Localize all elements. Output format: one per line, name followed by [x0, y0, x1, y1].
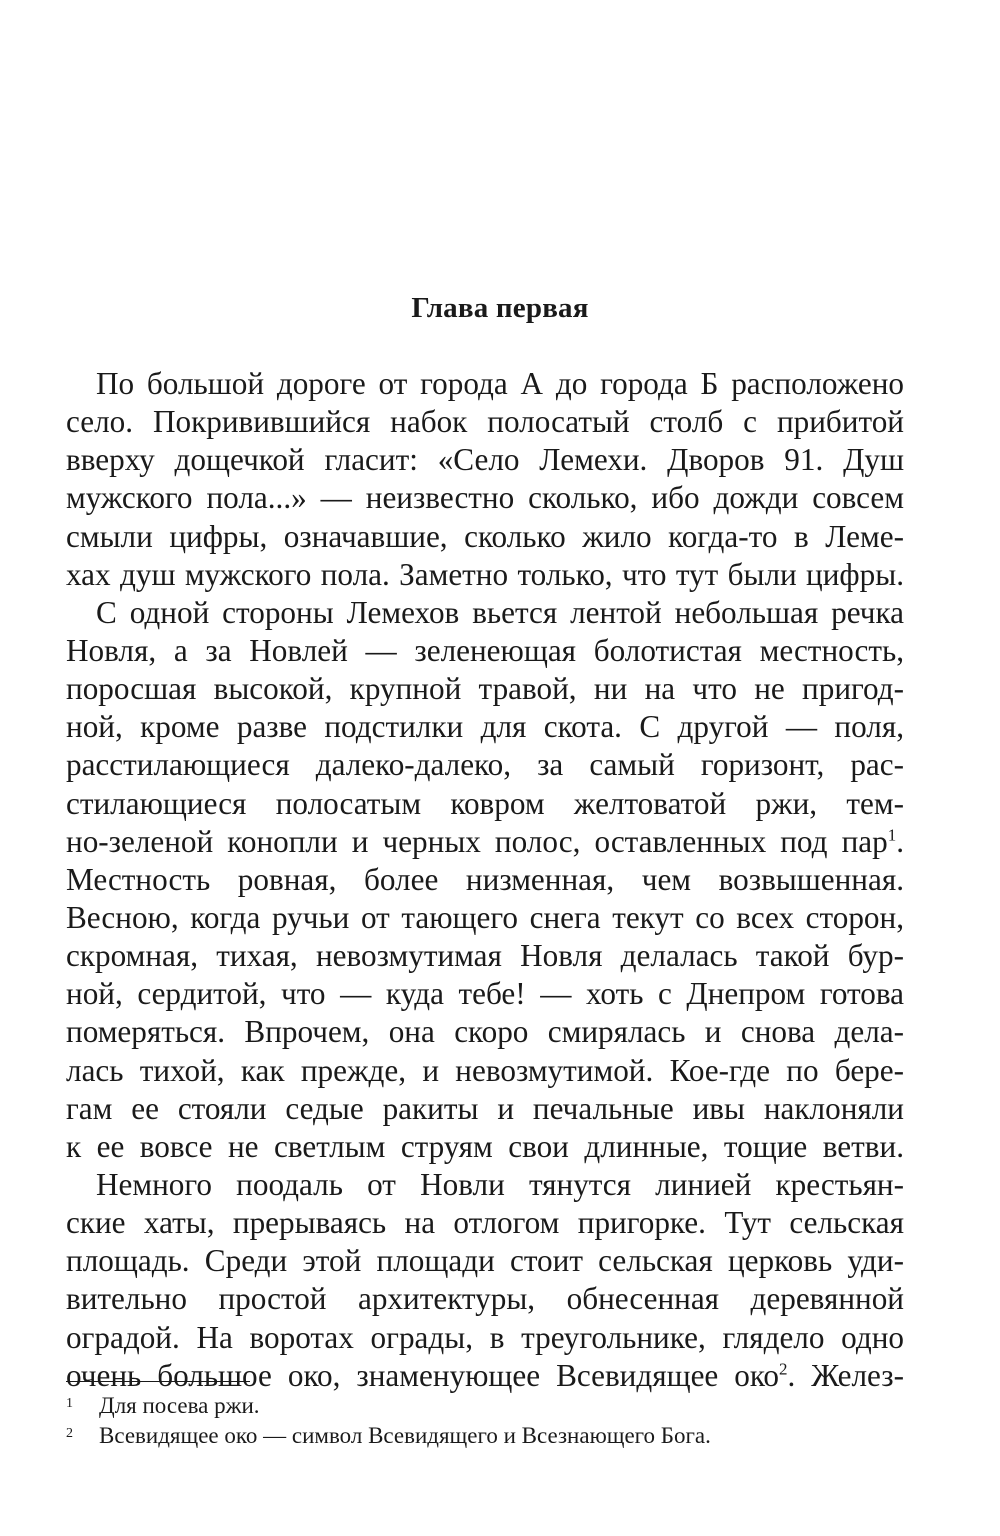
chapter-text — [66, 365, 904, 1395]
text-line: Весною, когда ручьи от тающего снега текут со всех сторон, — [66, 899, 904, 935]
footnote-1 — [66, 1391, 904, 1421]
text-line: к ее вовсе не светлым струям свои длинные, тощие ветви. — [66, 1128, 904, 1164]
text-line-with-footnote — [66, 823, 904, 861]
text-segment: но-зеленой конопли и черных полос, оставленных под пар — [66, 823, 888, 859]
text-line: стилающиеся полосатым ковром желтоватой ржи, тем- — [66, 785, 904, 821]
footnote-number: 1 — [66, 1396, 73, 1411]
footnote-ref-2: 2 — [779, 1359, 788, 1379]
footnote-text: Всевидящее око — символ Всевидящего и Всезнающего Бога. — [99, 1423, 711, 1448]
text-line: смыли цифры, означавшие, сколько жило когда-то в Леме- — [66, 518, 904, 554]
text-line: ной, сердитой, что — куда тебе! — хоть с Днепром готова — [66, 976, 904, 1012]
text-line: поросшая высокой, крупной травой, ни на что не пригод- — [66, 671, 904, 707]
text-line: вительно простой архитектуры, обнесенная деревянной — [66, 1281, 904, 1317]
footnote-text: Для посева ржи. — [99, 1393, 260, 1418]
footnotes — [66, 1391, 904, 1451]
chapter-title: Глава первая — [411, 292, 589, 324]
text-line: мужского пола...» — неизвестно сколько, ибо дожди совсем — [66, 480, 904, 516]
text-line: ские хаты, прерываясь на отлогом пригорке. Тут сельская — [66, 1205, 904, 1241]
text-segment: очень большое око, знаменующее Всевидящее око — [66, 1357, 780, 1393]
text-line: скромная, тихая, невозмутимая Новля делалась такой бур- — [66, 938, 904, 974]
footnote-number: 2 — [66, 1426, 73, 1441]
footnote-divider — [66, 1381, 250, 1382]
text-line: померяться. Впрочем, она скоро смирялась и снова дела- — [66, 1014, 904, 1050]
text-line: вверху дощечкой гласит: «Село Лемехи. Дворов 91. Душ — [66, 442, 904, 478]
text-line: расстилающиеся далеко-далеко, за самый горизонт, рас- — [66, 747, 904, 783]
text-line: лась тихой, как прежде, и невозмутимой. Кое-где по бере- — [66, 1052, 904, 1088]
text-line-with-footnote — [66, 1357, 904, 1395]
text-line: Местность ровная, более низменная, чем возвышенная. — [66, 861, 904, 897]
text-segment: . Желез- — [787, 1357, 904, 1393]
text-segment: . — [896, 823, 904, 859]
text-line: Немного поодаль от Новли тянутся линией крестьян- — [96, 1166, 904, 1202]
text-line: Новля, а за Новлей — зеленеющая болотистая местность, — [66, 632, 904, 668]
text-line: оградой. На воротах ограды, в треугольнике, глядело одно — [66, 1319, 904, 1355]
footnote-ref-1: 1 — [887, 825, 897, 845]
text-line: село. Покривившийся набок полосатый столб с прибитой — [66, 404, 904, 440]
text-line: хах душ мужского пола. Заметно только, что тут были цифры. — [66, 556, 904, 592]
footnote-2 — [66, 1421, 904, 1451]
text-line: С одной стороны Лемехов вьется лентой небольшая речка — [96, 594, 904, 630]
text-line: По большой дороге от города А до города Б расположено — [96, 366, 904, 401]
text-line: гам ее стояли седые ракиты и печальные ивы наклоняли — [66, 1090, 904, 1126]
text-line: ной, кроме разве подстилки для скота. С другой — поля, — [66, 709, 904, 745]
text-line: площадь. Среди этой площади стоит сельская церковь уди- — [66, 1243, 904, 1279]
